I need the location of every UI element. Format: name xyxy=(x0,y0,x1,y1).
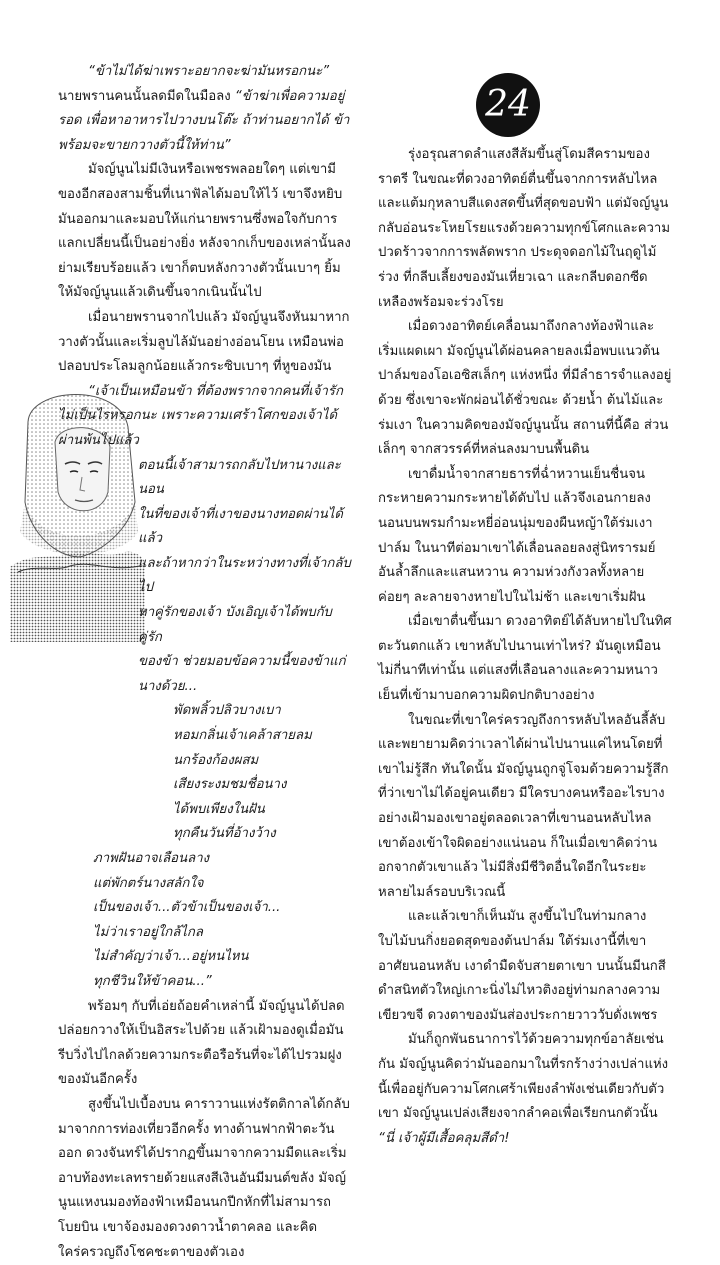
paragraph: พร้อมๆ กับที่เอ่ยถ้อยคำเหล่านี้ มัจญ์นูนได้ปลดปล่อยกวางให้เป็นอิสระไปด้วย แล้วเฝ้ามองดูเมื่อมันรีบวิ่งไปไกลด้วยความกระตือรือร้นที่จะได้ไปรวมฝูงของมันอีกครั้ง xyxy=(58,998,345,1088)
narration-text: มันก็ถูกพันธนาการไว้ด้วยความทุกข์อาลัยเช่นกัน มัจญ์นูนคิดว่ามันออกมาในที่รกร้างว่างเปล่าแห่งนี้เพื่ออยู่กับความโศกเศร้าเพียงลำพังเช่นเดียวกับตัวเขา มัจญ์นูนเปล่งเสียงจากลำคอเพื่อเรียกนกตัวนั้น xyxy=(378,1032,669,1122)
paragraph: เมื่อดวงอาทิตย์เคลื่อนมาถึงกลางท้องฟ้าและเริ่มแผดเผา มัจญ์นูนได้ผ่อนคลายลงเมื่อพบแนวต้นปาล์มของโอเอซิสเล็กๆ แห่งหนึ่ง ที่มีลำธารจำแลงอยู่ด้วย ซึ่งเขาจะพักผ่อนได้ชั่วขณะ ด้วยน้ำ ต้นไม้และร่มเงา ในความคิดของมัจญ์นูนนั้น สถานที่นี้คือ ส่วนเล็กๆ จากสวรรค์ที่หล่นลงมาบนพื้นดิน xyxy=(378,319,672,458)
text-line: ของข้า ช่วยมอบข้อความนี้ของข้าแก่ xyxy=(138,654,346,670)
poem-line: ได้พบเพียงในฝัน xyxy=(173,801,265,817)
poem-line: ทุกชีวินให้ข้าคอน...” xyxy=(93,973,212,989)
poem-line: ทุกคืนวันที่อ้างว้าง xyxy=(173,826,276,842)
text-line: นางด้วย... xyxy=(138,678,198,694)
paragraph: และแล้วเขาก็เห็นมัน สูงขึ้นไปในท่ามกลางใบไม้บนกิ่งยอดสุดของต้นปาล์ม ใต้ร่มเงานี้ที่เขาอาศัยนอนหลับ เงาดำมืดจับสายตาเขา บนนั้นมีนกสีดำสนิทตัวใหญ่เกาะนิ่งไม่ไหวติงอยู่ท่ามกลางความเขียวขจี ดวงตาของมันส่องประกายวาววับดั่งเพชร xyxy=(378,909,666,1023)
dialogue-paragraph: “เจ้าเป็นเหมือนข้า ที่ต้องพรากจากคนที่เจ้ารัก ไม่เป็นไรหรอกนะ เพราะความเศร้าโศกของเจ้าได้ผ่านพ้นไปแล้ว xyxy=(58,383,343,448)
dialogue-wrapped-lines xyxy=(138,454,355,700)
text-line: ตอนนี้เจ้าสามารถกลับไปหานางและนอน xyxy=(138,457,341,498)
poem-line: หอมกลิ่นเจ้าเคล้าสายลม xyxy=(173,728,312,744)
chapter-number-badge: 24 xyxy=(476,73,540,137)
paragraph: เขาดื่มน้ำจากสายธารที่ฉ่ำหวานเย็นชื่นจนกระหายความกระหายได้ดับไป แล้วจึงเอนกายลงนอนบนพรมกำมะหยี่อ่อนนุ่มของผืนหญ้าใต้ร่มเงาปาล์ม ในนาทีต่อมาเขาได้เลื่อนลอยลงสู่นิทรารมย์อันล้ำลึกและแสนหวาน ความห่วงกังวลทั้งหลายค่อยๆ ละลายจางหายไปในไม่ช้า และเขาเริ่มฝัน xyxy=(378,466,656,605)
poem-line: เสียงระงมชมชื่อนาง xyxy=(173,777,287,793)
text-line: และถ้าหากว่าในระหว่างทางที่เจ้ากลับไป xyxy=(138,555,351,596)
dialogue-quote: “ข้าฆ่าเพื่อความอยู่รอด เพื่อหาอาหารไปวางบนโต๊ะ ถ้าท่านอยากได้ ข้าพร้อมจะขายกวางตัวนี้ให้ท่าน” xyxy=(58,88,350,153)
text-line: ในที่ของเจ้าที่เงาของนางทอดผ่านได้แล้ว xyxy=(138,506,343,547)
poem-line: เป็นของเจ้า...ตัวข้าเป็นของเจ้า... xyxy=(93,900,281,916)
poem-line: ภาพฝันอาจเลือนลาง xyxy=(93,851,210,866)
paragraph: รุ่งอรุณสาดลำแสงสีส้มขึ้นสู่โดมสีครามของราตรี ในขณะที่ดวงอาทิตย์ตื่นขึ้นจากการหลับไหลและแต้มกุหลาบสีแดงสดขึ้นที่สุดขอบฟ้า แต่มัจญ์นูนกลับอ่อนระโหยโรยแรงด้วยความทุกข์โศกและความปวดร้าวจากการพลัดพราก ประดุจดอกไม้ในฤดูไม้ร่วง ที่กลีบเลี้ยงของมันเหี่ยวเฉา และกลีบดอกซีดเหลืองพร้อมจะร่วงโรย xyxy=(378,147,671,310)
poem-stanza xyxy=(93,847,355,995)
paragraph: เมื่อเขาตื่นขึ้นมา ดวงอาทิตย์ได้ลับหายไปในทิศตะวันตกแล้ว เขาหลับไปนานเท่าไหร่? มันดูเหมือนไม่กี่นาทีเท่านั้น แต่แสงที่เลือนลางและความหนาวเย็นที่เข้ามาบอกความผิดปกติบางอย่าง xyxy=(378,614,672,704)
poem-line: พัดพลิ้วปลิวบางเบา xyxy=(173,703,281,719)
paragraph: ในขณะที่เขาใคร่ครวญถึงการหลับไหลอันลี้ลับและพยายามคิดว่าเวลาได้ผ่านไปนานแค่ไหนโดยที่เขาไม่รู้สึก ทันใดนั้น มัจญ์นูนถูกจู่โจมด้วยความรู้สึกที่ว่าเขาไม่ได้อยู่คนเดียว มีใครบางคนหรืออะไรบางอย่างเฝ้ามองเขาอยู่ตลอดเวลาที่เขานอนหลับไหล เขาต้องเข้าใจผิดอย่างแน่นอน ก็ในเมื่อเขาคิดว่านอกจากตัวเขาแล้ว ไม่มีสิ่งมีชีวิตอื่นใดอีกในระยะหลายไมล์รอบบริเวณนี้ xyxy=(378,712,669,900)
poem-line: แต่พักตร์นางสลักใจ xyxy=(93,875,204,891)
poem-line: นกร้องก้องผสม xyxy=(173,752,259,768)
paragraph: เมื่อนายพรานจากไปแล้ว มัจญ์นูนจึงหันมาหากวางตัวนั้นและเริ่มลูบไล้มันอย่างอ่อนโยน เหมือนพ่อปลอบประโลมลูกน้อยแล้วกระซิบเบาๆ ที่หูของมัน xyxy=(58,309,350,375)
poem-stanza xyxy=(173,699,355,847)
poem-line: ไม่ว่าเราอยู่ใกล้ไกล xyxy=(93,924,203,940)
right-text-column xyxy=(378,143,672,1151)
narration-text: นายพรานคนนั้นลดมีดในมือลง xyxy=(58,88,235,104)
paragraph: สูงขึ้นไปเบื้องบน คาราวานแห่งรัตติกาลได้กลับมาจากการท่องเที่ยวอีกครั้ง ทางด้านฟากฟ้าตะวันออก ดวงจันทร์ได้ปรากฏขึ้นมาจากความมืดและเริ่มอาบท้องทะเลทรายด้วยแสงสีเงินอันมีมนต์ขลัง มัจญ์นูนแหงนมองท้องฟ้าเหมือนนกปีกหักที่ไม่สามารถโบยบิน เขาจ้องมองดวงดาวน้ำตาคลอ และคิดใคร่ครวญถึงโชคชะตาของตัวเอง xyxy=(58,1096,350,1260)
left-text-column xyxy=(58,60,355,1265)
text-line: หาคู่รักของเจ้า บังเอิญเจ้าได้พบกับคู่รัก xyxy=(138,605,332,645)
dialogue-quote: “ข้าไม่ได้ฆ่าเพราะอยากจะฆ่ามันหรอกนะ” xyxy=(88,64,330,79)
dialogue-quote: “นี่ เจ้าผู้มีเสื้อคลุมสีดำ! xyxy=(378,1130,510,1146)
poem-line: ไม่สำคัญว่าเจ้า...อยู่หนไหน xyxy=(93,949,249,965)
paragraph: มัจญ์นูนไม่มีเงินหรือเพชรพลอยใดๆ แต่เขามีของอีกสองสามชิ้นที่เนาฟัลได้มอบให้ไว้ เขาจึงหยิบมันออกมาและมอบให้แก่นายพรานซึ่งพอใจกับการแลกเปลี่ยนนี้เป็นอย่างยิ่ง หลังจากเก็บของเหล่านั้นลงย่ามเรียบร้อยแล้ว เขาก็ตบหลังกวางตัวนั้นเบาๆ ยิ้มให้มัจญ์นูนแล้วเดินขึ้นจากเนินนั้นไป xyxy=(58,162,351,301)
paragraph xyxy=(378,1028,672,1151)
paragraph xyxy=(58,60,355,158)
